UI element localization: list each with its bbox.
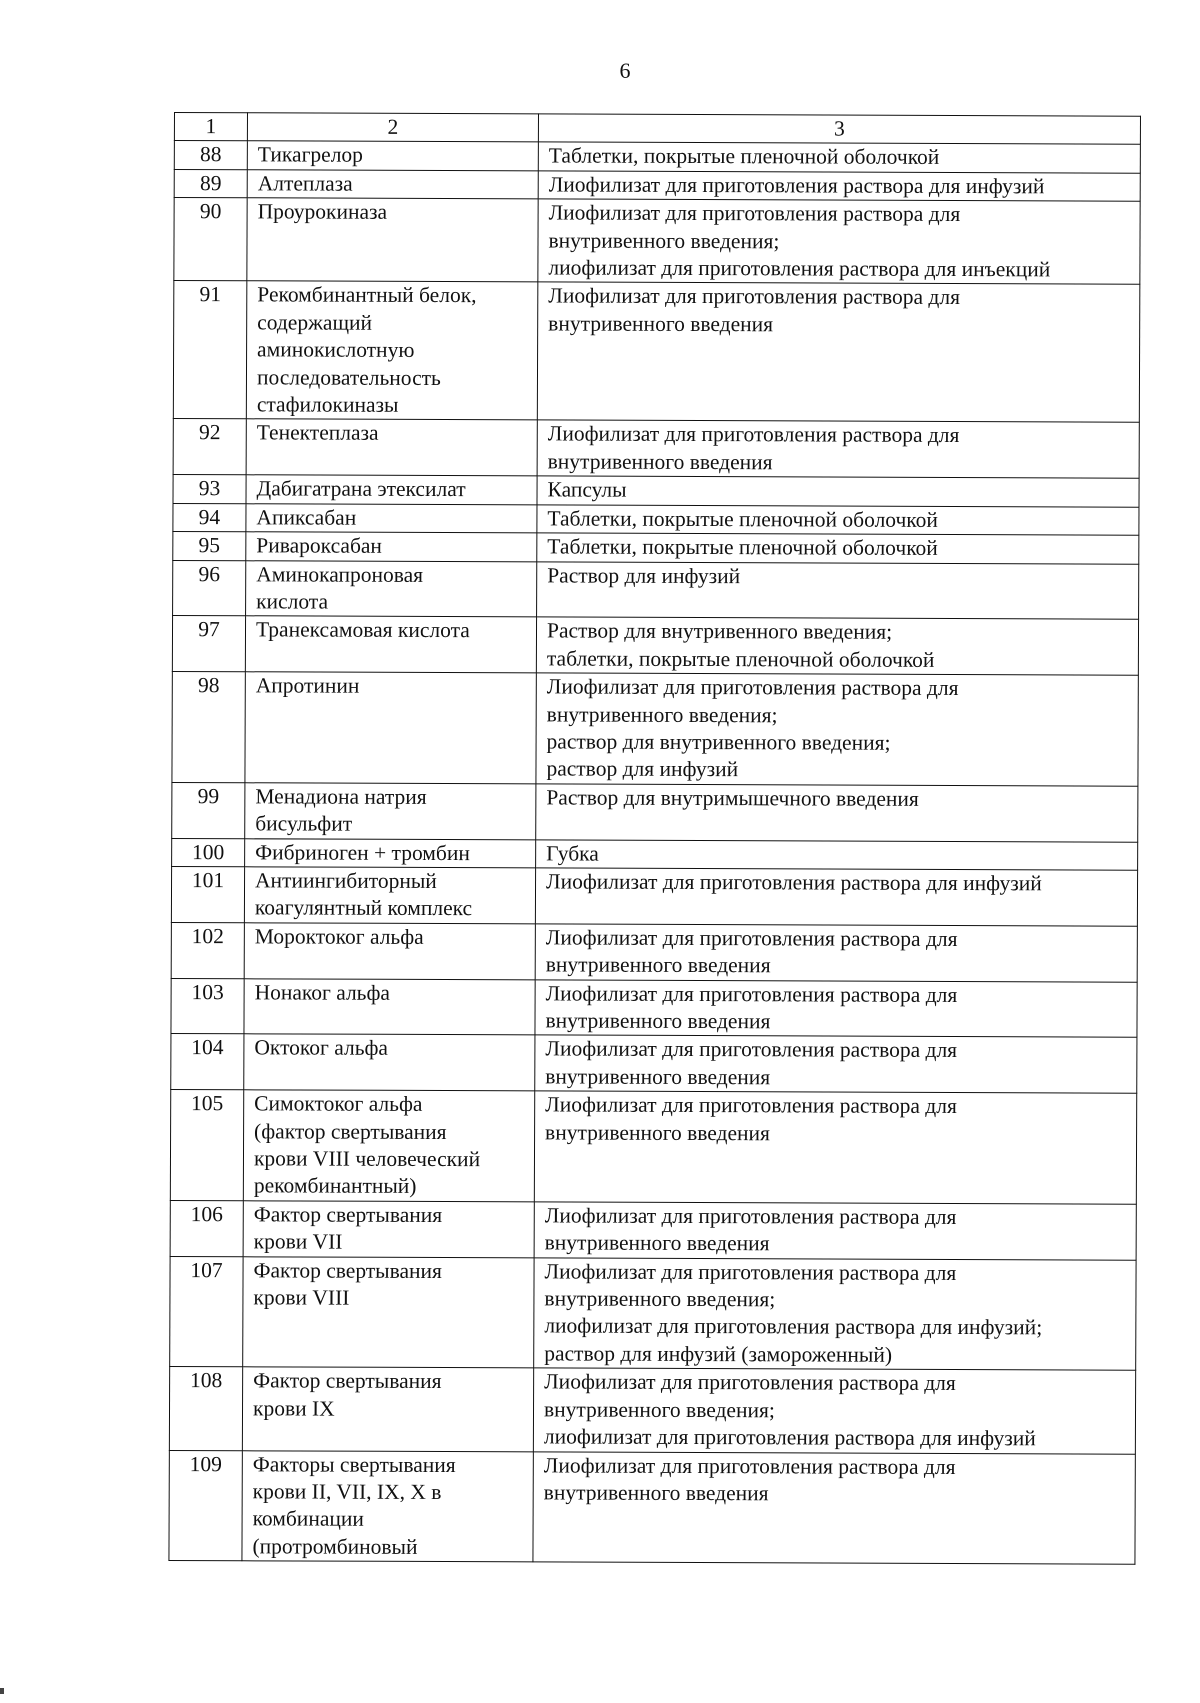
drug-name-cell: Мороктоког альфа bbox=[244, 923, 535, 980]
dosage-form-cell: Лиофилизат для приготовления раствора для внутривенного введения bbox=[534, 1202, 1136, 1260]
row-number-cell: 109 bbox=[169, 1450, 242, 1561]
drug-name-cell: Фактор свертывания крови IX bbox=[242, 1367, 533, 1451]
table-row bbox=[174, 141, 1140, 173]
page-number: 6 bbox=[619, 58, 631, 83]
dosage-form-cell: Таблетки, покрытые пленочной оболочкой bbox=[537, 533, 1139, 564]
row-number-cell: 88 bbox=[174, 141, 247, 170]
drug-list-table bbox=[168, 112, 1141, 1565]
dosage-form-cell: Раствор для внутримышечного введения bbox=[536, 784, 1138, 842]
dosage-form-cell: Лиофилизат для приготовления раствора для внутривенного введения; лиофилизат для приготовления раствора для инфузий; раствор для инфузий (замороженный) bbox=[534, 1258, 1136, 1371]
table-body bbox=[169, 113, 1141, 1565]
row-number-cell: 102 bbox=[171, 922, 244, 978]
table-row bbox=[173, 419, 1139, 479]
dosage-form-cell: Лиофилизат для приготовления раствора для инфузий bbox=[538, 171, 1140, 202]
drug-name-cell: Апиксабан bbox=[246, 503, 537, 533]
drug-name-cell: Тикагрелор bbox=[247, 141, 538, 171]
drug-name-cell: Апротинин bbox=[245, 672, 536, 784]
table-row bbox=[171, 1034, 1137, 1094]
drug-name-cell: Фактор свертывания крови VIII bbox=[243, 1256, 534, 1368]
dosage-form-cell: Лиофилизат для приготовления раствора для внутривенного введения bbox=[534, 1091, 1136, 1204]
drug-name-cell: Менадиона натрия бисульфит bbox=[245, 783, 536, 840]
drug-name-cell: Аминокапроновая кислота bbox=[246, 560, 537, 617]
drug-name-cell: Фактор свертывания крови VII bbox=[243, 1201, 534, 1258]
table-row bbox=[173, 475, 1139, 507]
drug-name-cell: Тенектеплаза bbox=[246, 419, 537, 476]
table-row bbox=[171, 978, 1137, 1038]
row-number-cell: 90 bbox=[174, 198, 247, 281]
table-row bbox=[174, 169, 1140, 201]
dosage-form-cell: Капсулы bbox=[537, 476, 1139, 507]
table-row bbox=[170, 1200, 1136, 1260]
dosage-form-cell: Лиофилизат для приготовления раствора для внутривенного введения; раствор для внутривенного введения; раствор для инфузий bbox=[536, 673, 1138, 786]
scan-artifact-mark bbox=[0, 1688, 4, 1694]
header-cell-name: 2 bbox=[247, 113, 538, 143]
drug-name-cell: Факторы свертывания крови II, VII, IX, X в комбинации (протромбиновый bbox=[242, 1450, 533, 1562]
dosage-form-cell: Лиофилизат для приготовления раствора для внутривенного введения bbox=[535, 924, 1137, 982]
table-row bbox=[172, 838, 1138, 870]
drug-name-cell: Фибриноген + тромбин bbox=[245, 838, 536, 868]
drug-name-cell: Октоког альфа bbox=[244, 1034, 535, 1091]
row-number-cell: 100 bbox=[172, 838, 245, 867]
dosage-form-cell: Губка bbox=[536, 839, 1138, 870]
row-number-cell: 107 bbox=[170, 1256, 243, 1367]
row-number-cell: 103 bbox=[171, 978, 244, 1034]
drug-name-cell: Симоктоког альфа (фактор свертывания крови VIII человеческий рекомбинантный) bbox=[243, 1090, 534, 1202]
dosage-form-cell: Лиофилизат для приготовления раствора для внутривенного введения bbox=[535, 1035, 1137, 1093]
dosage-form-cell: Лиофилизат для приготовления раствора для внутривенного введения; лиофилизат для приготовления раствора для инъекций bbox=[538, 199, 1140, 285]
drug-name-cell: Рекомбинантный белок, содержащий аминокислотную последовательность стафилокиназы bbox=[246, 281, 538, 420]
table-row bbox=[170, 1256, 1136, 1370]
table-row bbox=[173, 560, 1139, 620]
table-row bbox=[170, 1090, 1136, 1204]
row-number-cell: 98 bbox=[172, 672, 245, 783]
dosage-form-cell: Лиофилизат для приготовления раствора для инфузий bbox=[535, 868, 1137, 926]
table-row bbox=[171, 922, 1137, 982]
drug-name-cell: Антиингибиторный коагулянтный комплекс bbox=[244, 867, 535, 924]
table-row bbox=[174, 198, 1140, 285]
row-number-cell: 99 bbox=[172, 782, 245, 838]
table-header-row bbox=[174, 113, 1140, 145]
drug-name-cell: Ривароксабан bbox=[246, 532, 537, 562]
table-row bbox=[172, 782, 1138, 842]
row-number-cell: 96 bbox=[173, 560, 246, 616]
row-number-cell: 92 bbox=[173, 419, 246, 475]
row-number-cell: 108 bbox=[169, 1367, 242, 1450]
drug-name-cell: Транексамовая кислота bbox=[245, 616, 536, 673]
table-row bbox=[169, 1450, 1135, 1564]
row-number-cell: 95 bbox=[173, 532, 246, 561]
dosage-form-cell: Таблетки, покрытые пленочной оболочкой bbox=[537, 505, 1139, 536]
dosage-form-cell: Лиофилизат для приготовления раствора для внутривенного введения bbox=[535, 979, 1137, 1037]
row-number-cell: 89 bbox=[174, 169, 247, 198]
row-number-cell: 105 bbox=[170, 1090, 243, 1201]
row-number-cell: 91 bbox=[173, 281, 247, 419]
drug-name-cell: Нонаког альфа bbox=[244, 978, 535, 1035]
table-row bbox=[173, 281, 1140, 423]
table-row bbox=[173, 503, 1139, 535]
drug-name-cell: Дабигатрана этексилат bbox=[246, 475, 537, 505]
row-number-cell: 101 bbox=[171, 866, 244, 922]
row-number-cell: 104 bbox=[171, 1034, 244, 1090]
table-row bbox=[173, 532, 1139, 564]
dosage-form-cell: Раствор для внутривенного введения; таблетки, покрытые пленочной оболочкой bbox=[536, 617, 1138, 675]
row-number-cell: 94 bbox=[173, 503, 246, 532]
table-row bbox=[171, 866, 1137, 926]
table-row bbox=[172, 616, 1138, 676]
dosage-form-cell: Лиофилизат для приготовления раствора для внутривенного введения bbox=[533, 1451, 1135, 1564]
dosage-form-cell: Лиофилизат для приготовления раствора для внутривенного введения; лиофилизат для приготовления раствора для инфузий bbox=[533, 1368, 1135, 1454]
row-number-cell: 97 bbox=[172, 616, 245, 672]
header-cell-form: 3 bbox=[538, 114, 1140, 145]
header-cell-number: 1 bbox=[174, 113, 247, 142]
table-row bbox=[169, 1367, 1135, 1454]
drug-name-cell: Алтеплаза bbox=[247, 170, 538, 200]
dosage-form-cell: Таблетки, покрытые пленочной оболочкой bbox=[538, 142, 1140, 173]
drug-name-cell: Проурокиназа bbox=[247, 198, 538, 282]
row-number-cell: 106 bbox=[170, 1200, 243, 1256]
dosage-form-cell: Раствор для инфузий bbox=[537, 561, 1139, 619]
dosage-form-cell: Лиофилизат для приготовления раствора для внутривенного введения bbox=[537, 420, 1139, 478]
dosage-form-cell: Лиофилизат для приготовления раствора для внутривенного введения bbox=[537, 282, 1140, 422]
table-row bbox=[172, 672, 1138, 786]
row-number-cell: 93 bbox=[173, 475, 246, 504]
